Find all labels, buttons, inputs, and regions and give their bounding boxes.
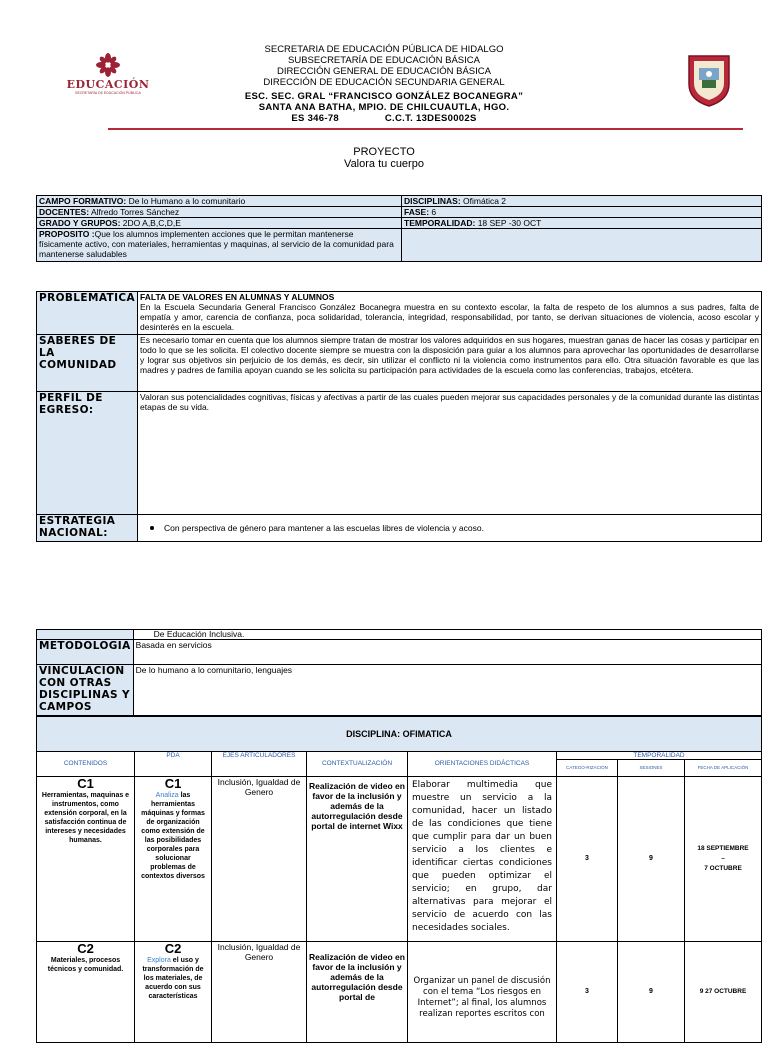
orientacion-cell: Organizar un panel de discusión con el tema “Los riesgos en Internet”; al final, los alumnos realizan reportes escritos con xyxy=(408,942,557,1043)
fase-cell: FASE: 6 xyxy=(402,207,762,218)
estrategia-text: Con perspectiva de género para mantener a las escuelas libres de violencia y acoso. xyxy=(164,523,484,533)
sesiones-cell: 9 xyxy=(618,942,685,1043)
ejes-cell: Inclusión, Igualdad de Genero xyxy=(212,942,307,1043)
project-name: Valora tu cuerpo xyxy=(344,158,424,170)
school-location: SANTA ANA BATHA, MPIO. DE CHILCUAUTLA, HGO. xyxy=(258,102,510,113)
metodologia-value: Basada en servicios xyxy=(133,640,761,665)
flower-logo-icon xyxy=(95,52,121,78)
proposito-cell: PROPOSITO :Que los alumnos implementen acciones que le permitan mantenerse físicamente activo, con materiales, herramientas y maquinas, al servicio de la comunidad para mantenerse saludables xyxy=(37,229,402,262)
header-pda: PDA xyxy=(135,752,212,777)
header-fecha: FECHA DE APLICACIÓN xyxy=(685,760,762,777)
es-code: ES 346-78 xyxy=(291,113,339,124)
problematica-text: En la Escuela Secundaria General Francisco González Bocanegra muestra en su contexto escolar, la falta de respeto de los alumnos a sus padres, falta de empatía y amor, carencia de confianza, poca solidaridad, tolerancia, integridad, responsabilidad, por tanto, se derivan situaciones de violencia, acoso escolar y desinterés en la escuela. xyxy=(140,302,759,332)
header-orientaciones: ORIENTACIONES DIDÁCTICAS xyxy=(408,752,557,777)
table-row xyxy=(37,777,762,942)
header-temporalidad: TEMPORALIDAD xyxy=(557,752,762,760)
problematica-table xyxy=(36,291,762,542)
contexto-cell: Realización de video en favor de la inclusión y además de la autorregulación desde portal de xyxy=(307,942,408,1043)
bullet-icon xyxy=(150,526,154,530)
fecha-cell: 18 SEPTIEMBRE – 7 OCTUBRE xyxy=(685,777,762,942)
saberes-label: SABERES DE LA COMUNIDAD xyxy=(37,335,138,392)
campo-cell: CAMPO FORMATIVO: De lo Humano a lo comunitario xyxy=(37,196,402,207)
problematica-label: PROBLEMATICA xyxy=(37,292,138,335)
estrategia-label: ESTRATEGIA NACIONAL: xyxy=(37,515,138,542)
info-table xyxy=(36,195,762,262)
disciplina-table xyxy=(36,716,762,1043)
metodologia-table xyxy=(36,629,762,716)
vinculacion-label: VINCULACION CON OTRAS DISCIPLINAS Y CAMPOS xyxy=(37,665,134,716)
education-logo xyxy=(58,52,158,95)
grado-cell: GRADO Y GRUPOS: 2DO A,B,C,D,E xyxy=(37,218,402,229)
inclusiva-text: De Educación Inclusiva. xyxy=(133,630,761,640)
header-line: SECRETARIA DE EDUCACIÓN PÚBLICA DE HIDALGO xyxy=(264,44,504,55)
pda-cell: C2 Explora el uso y transformación de los materiales, de acuerdo con sus características xyxy=(135,942,212,1043)
orientacion-cell: Elaborar multimedia que muestre un servicio a la comunidad, hacer un listado de las condiciones que tiene que cumplir para dar un buen servicio a los clientes e identificar ciertas condiciones que pueden optimizar el servicio; en grupo, dar alternativas para mejorar el servicio de acuerdo con las necesidades sociales. xyxy=(408,777,557,942)
estrategia-content xyxy=(138,515,762,542)
temporalidad-cell: TEMPORALIDAD: 18 SEP -30 OCT xyxy=(402,218,762,229)
problematica-content xyxy=(138,292,762,335)
logo-word: EDUCACIÓN xyxy=(66,78,150,91)
ejes-cell: Inclusión, Igualdad de Genero xyxy=(212,777,307,942)
saberes-text: Es necesario tomar en cuenta que los alumnos siempre tratan de mostrar los valores adquiridos en sus hogares, muestran ganas de hacer las cosas y participar en todo lo que se les solicita. El colectivo docente siempre se muestra con la disposición para guiar a los alumnos para aprovechar las oportunidades de desarrollarse y lograr sus objetivos sin perjuicio de los demás, es decir, sin utilizar el conflicto ni la violencia como instrumentos para ello. Otra situación favorable es que las madres y padres de familia apoyan cuando se les solicita su participación para actividades de la escuela como las conferencias, trabajos, etcétera. xyxy=(138,335,762,392)
proposito-empty-cell xyxy=(402,229,762,262)
header-line: SUBSECRETARÍA DE EDUCACIÓN BÁSICA xyxy=(288,55,480,66)
header-ejes: EJES ARTICULADORES xyxy=(212,752,307,777)
sesiones-cell: 9 xyxy=(618,777,685,942)
school-seal-icon xyxy=(684,52,734,108)
docentes-cell: DOCENTES: Alfredo Torres Sánchez xyxy=(37,207,402,218)
table-row xyxy=(37,942,762,1043)
header-line: DIRECCIÓN DE EDUCACIÓN SECUNDARIA GENERAL xyxy=(263,77,505,88)
header-line: DIRECCIÓN GENERAL DE EDUCACIÓN BÁSICA xyxy=(277,66,491,77)
categ-cell: 3 xyxy=(557,942,618,1043)
metodologia-label: METODOLOGIA xyxy=(37,640,134,665)
header-categorizacion: CATEGO-RIZACIÓN xyxy=(557,760,618,777)
logo-subtitle: SECRETARÍA DE EDUCACIÓN PÚBLICA xyxy=(75,91,141,95)
contexto-cell: Realización de video en favor de la inclusión y además de la autorregulación desde portal de internet Wixx xyxy=(307,777,408,942)
document-header xyxy=(170,44,598,124)
header-sesiones: SESIONES xyxy=(618,760,685,777)
problematica-title: FALTA DE VALORES EN ALUMNAS Y ALUMNOS xyxy=(140,292,335,302)
header-divider xyxy=(108,128,743,130)
vinculacion-value: De lo humano a lo comunitario, lenguajes xyxy=(133,665,761,716)
disciplina-title: DISCIPLINA: OFIMATICA xyxy=(37,717,762,752)
fecha-cell: 9 27 OCTUBRE xyxy=(685,942,762,1043)
contenido-cell: C1 Herramientas, maquinas e instrumentos, como extensión corporal, en la satisfacción continua de intereses y necesidades humanas. xyxy=(37,777,135,942)
school-codes xyxy=(170,113,598,124)
disciplinas-cell: DISCIPLINAS: Ofimática 2 xyxy=(402,196,762,207)
project-label: PROYECTO xyxy=(353,146,415,158)
cct-code: C.C.T. 13DES0002S xyxy=(384,113,477,124)
header-contenidos: CONTENIDOS xyxy=(37,752,135,777)
school-name: ESC. SEC. GRAL “FRANCISCO GONZÁLEZ BOCANEGRA” xyxy=(244,91,524,102)
pda-cell: C1 Analiza las herramientas máquinas y formas de organización como extensión de las posibilidades corporales para solucionar problemas de contextos diversos xyxy=(135,777,212,942)
categ-cell: 3 xyxy=(557,777,618,942)
perfil-label: PERFIL DE EGRESO: xyxy=(37,392,138,515)
perfil-text: Valoran sus potencialidades cognitivas, físicas y afectivas a partir de las cuales pueden mejorar sus capacidades personales y de la comunidad durante las distintas etapas de su vida. xyxy=(138,392,762,515)
contenido-cell: C2 Materiales, procesos técnicos y comunidad. xyxy=(37,942,135,1043)
header-contextualizacion: CONTEXTUALIZACIÓN xyxy=(307,752,408,777)
